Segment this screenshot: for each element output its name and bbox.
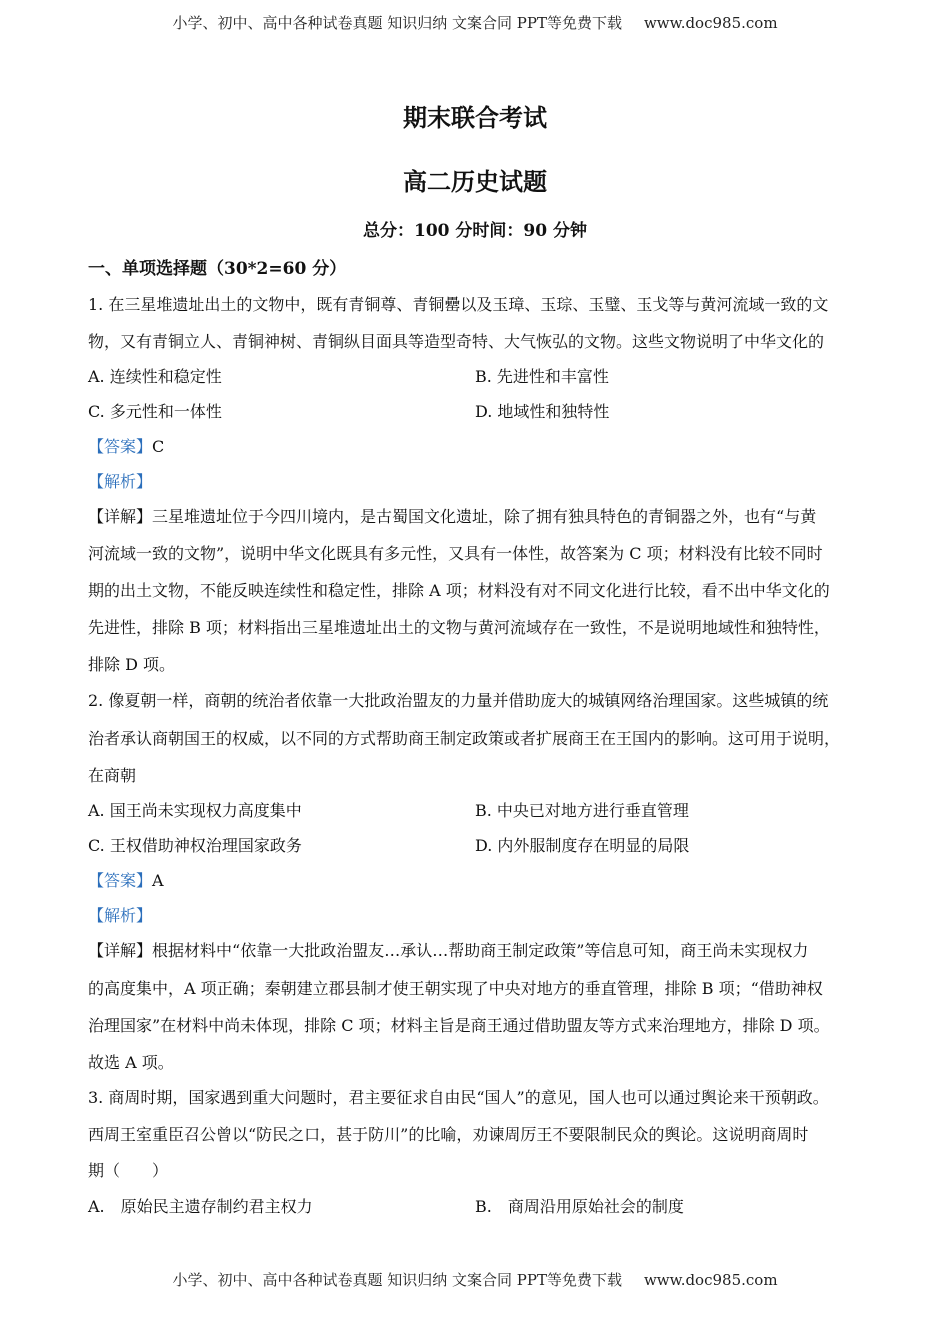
page-header bbox=[0, 12, 950, 33]
q2-option-b: B. 中央已对地方进行垂直管理 bbox=[475, 801, 689, 820]
analysis-tag: 【解析】 bbox=[88, 472, 153, 491]
exam-title: 期末联合考试 bbox=[403, 103, 547, 132]
q1-option-c: C. 多元性和一体性 bbox=[88, 402, 222, 421]
q3-stem-line: 期（ ） bbox=[88, 1161, 169, 1180]
footer-url[interactable]: www.doc985.com bbox=[643, 1271, 778, 1289]
q1-answer bbox=[88, 436, 868, 458]
score-time-line: 总分：100 分时间：90 分钟 bbox=[363, 221, 587, 241]
detail-text: 根据材料中“依靠一大批政治盟友…承认…帮助商王制定政策”等信息可知，商王尚未实现权力 bbox=[152, 941, 809, 960]
q2-option-c: C. 王权借助神权治理国家政务 bbox=[88, 836, 302, 855]
q2-option-a: A. 国王尚未实现权力高度集中 bbox=[88, 801, 302, 820]
q2-detail-line: 故选 A 项。 bbox=[88, 1053, 174, 1072]
answer-tag: 【答案】 bbox=[88, 871, 153, 890]
header-text: 小学、初中、高中各种试卷真题 知识归纳 文案合同 PPT等免费下载 bbox=[172, 14, 622, 32]
q1-option-b: B. 先进性和丰富性 bbox=[475, 367, 609, 386]
q2-stem-line: 治者承认商朝国王的权威，以不同的方式帮助商王制定政策或者扩展商王在王国内的影响。这可用于说明， bbox=[88, 729, 841, 748]
answer-value: A bbox=[152, 871, 164, 890]
q1-detail-line: 先进性，排除 B 项；材料指出三星堆遗址出土的文物与黄河流域存在一致性，不是说明地域性和独特性， bbox=[88, 618, 830, 637]
q2-analysis-tag bbox=[88, 905, 868, 927]
q1-analysis-tag bbox=[88, 471, 868, 493]
detail-tag: 【详解】 bbox=[88, 507, 153, 526]
q1-stem-line: 1. 在三星堆遗址出土的文物中，既有青铜尊、青铜罍以及玉璋、玉琮、玉璧、玉戈等与黄河流域一致的文 bbox=[88, 295, 829, 314]
q1-detail-line: 期的出土文物，不能反映连续性和稳定性，排除 A 项；材料没有对不同文化进行比较，看不出中华文化的 bbox=[88, 581, 830, 600]
footer-text: 小学、初中、高中各种试卷真题 知识归纳 文案合同 PPT等免费下载 bbox=[172, 1271, 622, 1289]
q1-option-a: A. 连续性和稳定性 bbox=[88, 367, 222, 386]
detail-tag: 【详解】 bbox=[88, 941, 153, 960]
q1-detail-line: 排除 D 项。 bbox=[88, 655, 176, 674]
answer-value: C bbox=[152, 437, 165, 456]
q2-detail-line: 治理国家”在材料中尚未体现，排除 C 项；材料主旨是商王通过借助盟友等方式来治理地方，排除 D 项。 bbox=[88, 1016, 830, 1035]
q1-detail-line bbox=[88, 506, 868, 528]
q3-option-a: A. 原始民主遗存制约君主权力 bbox=[88, 1197, 313, 1216]
q1-stem-line: 物，又有青铜立人、青铜神树、青铜纵目面具等造型奇特、大气恢弘的文物。这些文物说明了中华文化的 bbox=[88, 332, 825, 351]
exam-subtitle: 高二历史试题 bbox=[403, 167, 547, 196]
q2-stem-line: 2. 像夏朝一样，商朝的统治者依靠一大批政治盟友的力量并借助庞大的城镇网络治理国家。这些城镇的统 bbox=[88, 691, 829, 710]
section-heading: 一、单项选择题（30*2=60 分） bbox=[88, 259, 347, 279]
q2-detail-line bbox=[88, 940, 868, 962]
q2-detail-line: 的高度集中，A 项正确；秦朝建立郡县制才使王朝实现了中央对地方的垂直管理，排除 B 项；“借助神权 bbox=[88, 979, 823, 998]
q3-stem-line: 3. 商周时期，国家遇到重大问题时，君主要征求自由民“国人”的意见，国人也可以通过舆论来干预朝政。 bbox=[88, 1088, 829, 1107]
detail-text: 三星堆遗址位于今四川境内，是古蜀国文化遗址，除了拥有独具特色的青铜器之外，也有“与黄 bbox=[152, 507, 817, 526]
header-url[interactable]: www.doc985.com bbox=[643, 14, 778, 32]
q1-option-d: D. 地域性和独特性 bbox=[475, 402, 610, 421]
page-footer bbox=[0, 1269, 950, 1290]
q2-stem-line: 在商朝 bbox=[88, 766, 137, 785]
answer-tag: 【答案】 bbox=[88, 437, 153, 456]
q3-stem-line: 西周王室重臣召公曾以“防民之口，甚于防川”的比喻，劝谏周厉王不要限制民众的舆论。这说明商周时 bbox=[88, 1125, 809, 1144]
q2-answer bbox=[88, 870, 868, 892]
q1-detail-line: 河流域一致的文物”，说明中华文化既具有多元性，又具有一体性，故答案为 C 项；材料没有比较不同时 bbox=[88, 544, 823, 563]
q3-option-b: B. 商周沿用原始社会的制度 bbox=[475, 1197, 684, 1216]
analysis-tag: 【解析】 bbox=[88, 906, 153, 925]
q2-option-d: D. 内外服制度存在明显的局限 bbox=[475, 836, 690, 855]
